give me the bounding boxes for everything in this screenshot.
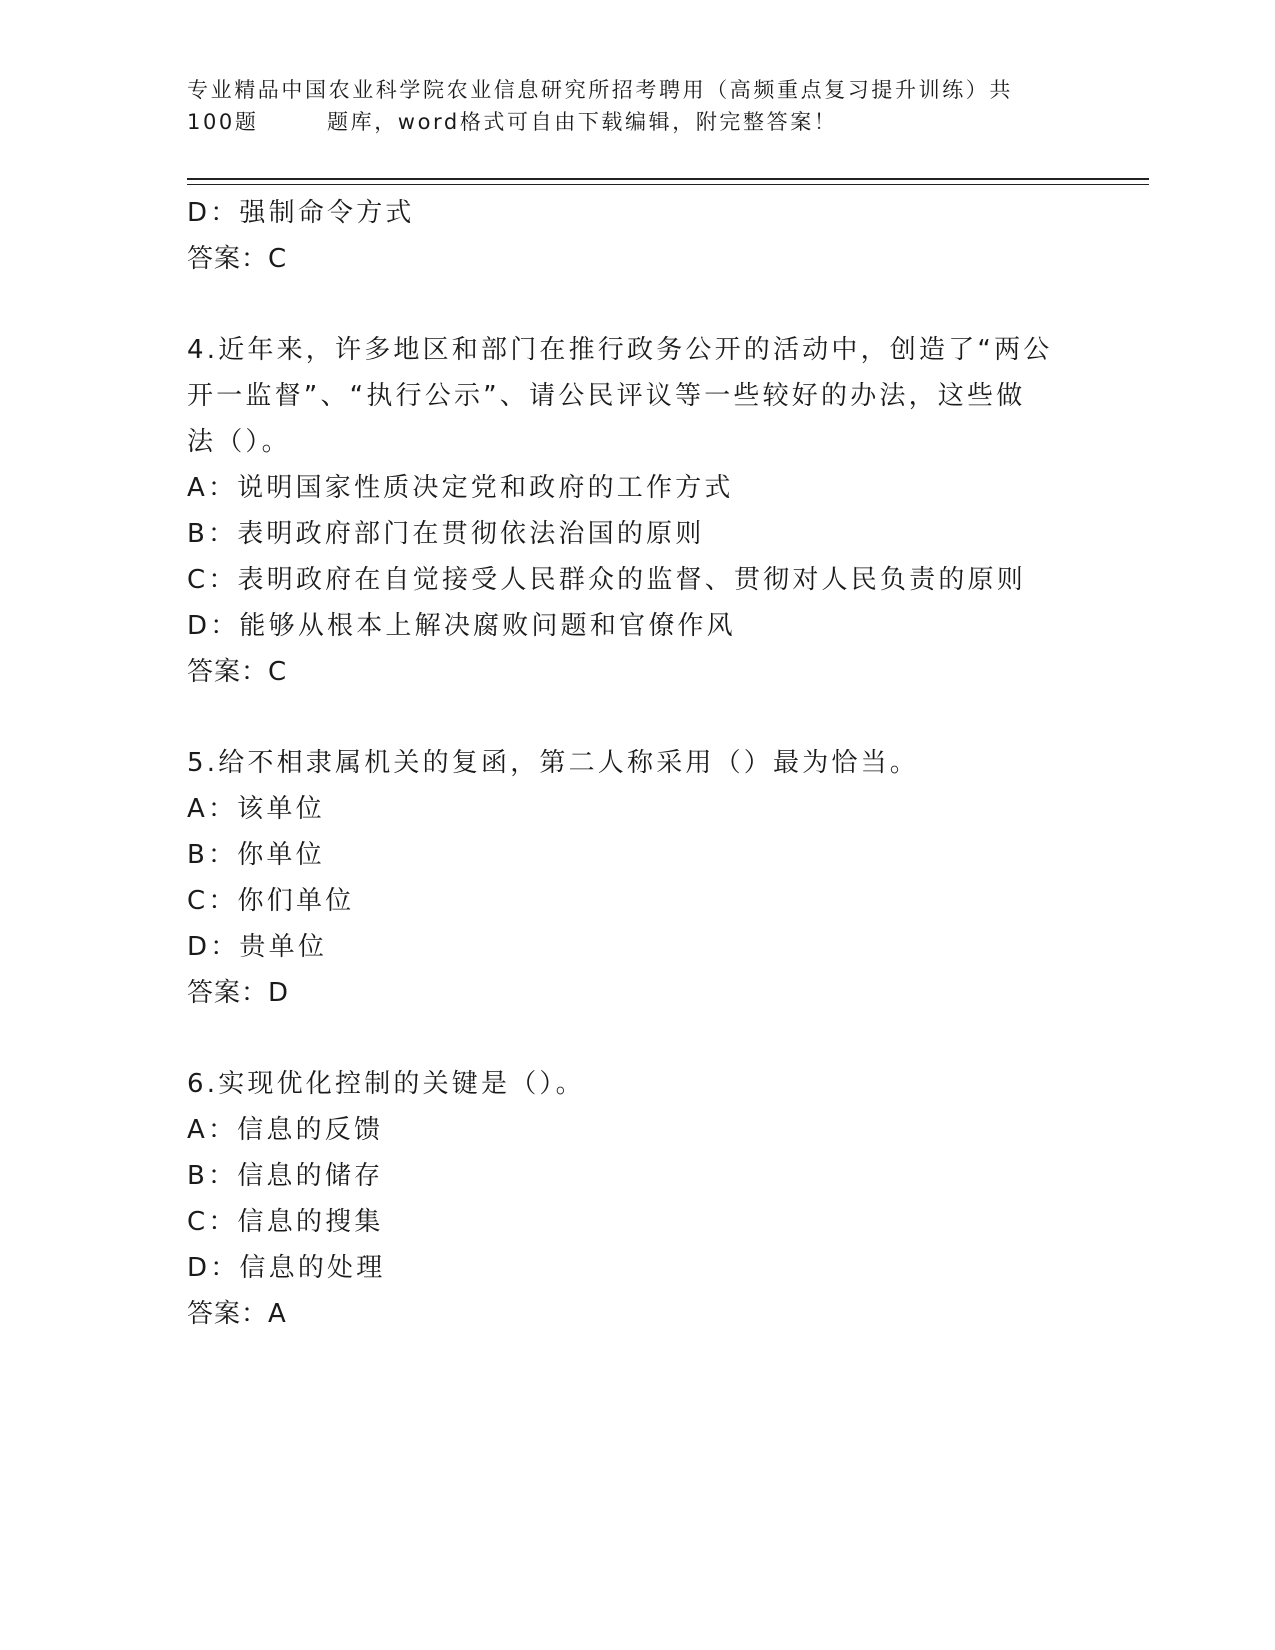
option-b: B：你单位 (187, 840, 325, 870)
page-header (187, 74, 1067, 138)
option-a: A：信息的反馈 (187, 1115, 384, 1145)
option-c: C：信息的搜集 (187, 1207, 384, 1237)
option-c: C：表明政府在自觉接受人民群众的监督、贯彻对人民负责的原则 (187, 565, 1026, 595)
question-stem: 4.近年来，许多地区和部门在推行政务公开的活动中，创造了“两公 (187, 335, 1053, 365)
question-content (187, 190, 1087, 1337)
answer: 答案：D (187, 978, 290, 1008)
option-b: B：信息的储存 (187, 1161, 384, 1191)
header-title-rest: 题库，word格式可自由下载编辑，附完整答案！ (327, 110, 838, 134)
option-a: A：说明国家性质决定党和政府的工作方式 (187, 473, 734, 503)
question-4 (187, 327, 1087, 695)
option-d: D：贵单位 (187, 932, 328, 962)
option-d: D：信息的处理 (187, 1253, 386, 1283)
option-c: C：你们单位 (187, 886, 355, 916)
question-stem: 6.实现优化控制的关键是（）。 (187, 1069, 585, 1099)
question-stem: 5.给不相隶属机关的复函，第二人称采用（）最为恰当。 (187, 748, 920, 778)
option-d: D：能够从根本上解决腐败问题和官僚作风 (187, 611, 736, 641)
spacer (187, 1016, 1087, 1061)
header-divider-thin (187, 184, 1149, 185)
header-title-line1: 专业精品中国农业科学院农业信息研究所招考聘用（高频重点复习提升训练）共 (187, 78, 1013, 102)
answer: 答案：A (187, 1299, 287, 1329)
question-stem: 开一监督”、“执行公示”、请公民评议等一些较好的办法，这些做 (187, 381, 1026, 411)
answer: 答案：C (187, 657, 288, 687)
question-stem: 法（）。 (187, 427, 291, 457)
question-count: 100题 (187, 110, 259, 134)
prev-question-answer: 答案：C (187, 244, 288, 274)
prev-question-option-d: D：强制命令方式 (187, 198, 415, 228)
spacer (187, 282, 1087, 327)
spacer (187, 695, 1087, 740)
question-6 (187, 1061, 1087, 1337)
header-title-line2 (187, 106, 1067, 138)
question-5 (187, 740, 1087, 1016)
header-divider-thick (187, 178, 1149, 180)
option-b: B：表明政府部门在贯彻依法治国的原则 (187, 519, 705, 549)
option-a: A：该单位 (187, 794, 325, 824)
